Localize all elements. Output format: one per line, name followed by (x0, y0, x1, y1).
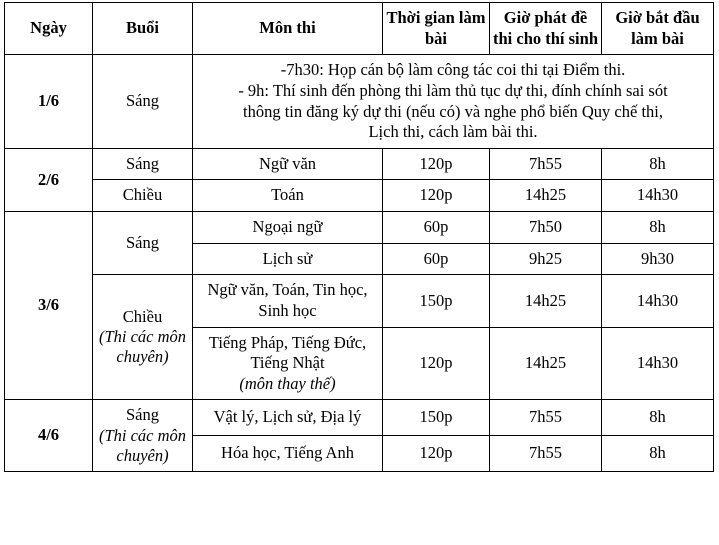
duration-cell: 120p (383, 180, 490, 212)
subject-label: Ngoại ngữ (252, 217, 323, 236)
header-row (5, 3, 714, 55)
session-cell (93, 212, 193, 275)
session-label: Chiều (122, 185, 163, 205)
session-label: Sáng (126, 232, 159, 252)
session-label: Sáng (126, 91, 159, 111)
subject-label: Vật lý, Lịch sử, Địa lý (213, 407, 362, 427)
handout-time-cell: 14h25 (490, 180, 602, 212)
handout-time-cell: 7h55 (490, 399, 602, 435)
duration-cell: 60p (383, 243, 490, 275)
start-time-cell: 14h30 (602, 275, 714, 327)
subject-label: Ngữ văn, Toán, Tin học, Sinh học (207, 280, 368, 320)
session-cell (93, 148, 193, 180)
table-row (5, 180, 714, 212)
subject-cell (193, 212, 383, 244)
start-time-cell: 8h (602, 435, 714, 471)
table-row (5, 399, 714, 435)
session-label: Sáng (126, 404, 159, 424)
duration-cell: 150p (383, 399, 490, 435)
session-cell (93, 399, 193, 471)
subject-label: Lịch sử (262, 248, 313, 268)
header-session: Buổi (93, 3, 193, 55)
handout-time-cell: 9h25 (490, 243, 602, 275)
header-subject: Môn thi (193, 3, 383, 55)
start-time-cell: 8h (602, 148, 714, 180)
notice-line: -7h30: Họp cán bộ làm công tác coi thi tại Điểm thi. (280, 60, 626, 80)
day-cell: 4/6 (5, 399, 93, 471)
subject-cell (193, 435, 383, 471)
day-cell: 2/6 (5, 148, 93, 211)
start-time-cell: 14h30 (602, 180, 714, 212)
subject-label: Hóa học, Tiếng Anh (221, 442, 354, 462)
duration-cell: 120p (383, 327, 490, 399)
session-note: (Thi các môn chuyên) (98, 425, 187, 465)
subject-label: Ngữ văn (258, 153, 317, 173)
start-time-cell: 8h (602, 399, 714, 435)
handout-time-cell: 7h55 (490, 435, 602, 471)
handout-time-cell: 14h25 (490, 327, 602, 399)
duration-cell: 120p (383, 148, 490, 180)
table-row (5, 212, 714, 244)
session-cell (93, 275, 193, 400)
table-body (5, 55, 714, 472)
table-row (5, 55, 714, 149)
subject-label: Tiếng Pháp, Tiếng Đức, Tiếng Nhật (208, 332, 367, 373)
notice-line: thông tin đăng ký dự thi (nếu có) và nghe phổ biến Quy chế thi, (243, 101, 663, 121)
subject-cell (193, 243, 383, 275)
subject-note: (môn thay thế) (239, 373, 336, 393)
subject-cell (193, 275, 383, 327)
subject-cell (193, 148, 383, 180)
header-handout-time: Giờ phát đề thi cho thí sinh (490, 3, 602, 55)
handout-time-cell: 7h55 (490, 148, 602, 180)
start-time-cell: 14h30 (602, 327, 714, 399)
duration-cell: 120p (383, 435, 490, 471)
day-cell: 1/6 (5, 55, 93, 149)
header-duration: Thời gian làm bài (383, 3, 490, 55)
subject-cell (193, 399, 383, 435)
start-time-cell: 8h (602, 212, 714, 244)
table-row (5, 275, 714, 327)
session-label: Chiều (122, 306, 163, 326)
session-cell (93, 180, 193, 212)
notice-line: - 9h: Thí sinh đến phòng thi làm thủ tục dự thi, đính chính sai sót (238, 80, 668, 100)
exam-schedule-document (0, 2, 719, 545)
duration-cell: 60p (383, 212, 490, 244)
handout-time-cell: 14h25 (490, 275, 602, 327)
table-header (5, 3, 714, 55)
table-row (5, 148, 714, 180)
duration-cell: 150p (383, 275, 490, 327)
subject-cell (193, 180, 383, 212)
header-day: Ngày (5, 3, 93, 55)
start-time-cell: 9h30 (602, 243, 714, 275)
session-cell (93, 55, 193, 149)
session-note: (Thi các môn chuyên) (98, 327, 187, 367)
subject-label: Toán (271, 185, 304, 205)
notice-line: Lịch thi, cách làm bài thi. (368, 122, 538, 142)
handout-time-cell: 7h50 (490, 212, 602, 244)
header-start-time: Giờ bắt đầu làm bài (602, 3, 714, 55)
day-cell: 3/6 (5, 212, 93, 400)
subject-cell (193, 327, 383, 399)
notice-cell (193, 55, 714, 149)
exam-schedule-table (4, 2, 714, 472)
session-label: Sáng (126, 153, 159, 173)
